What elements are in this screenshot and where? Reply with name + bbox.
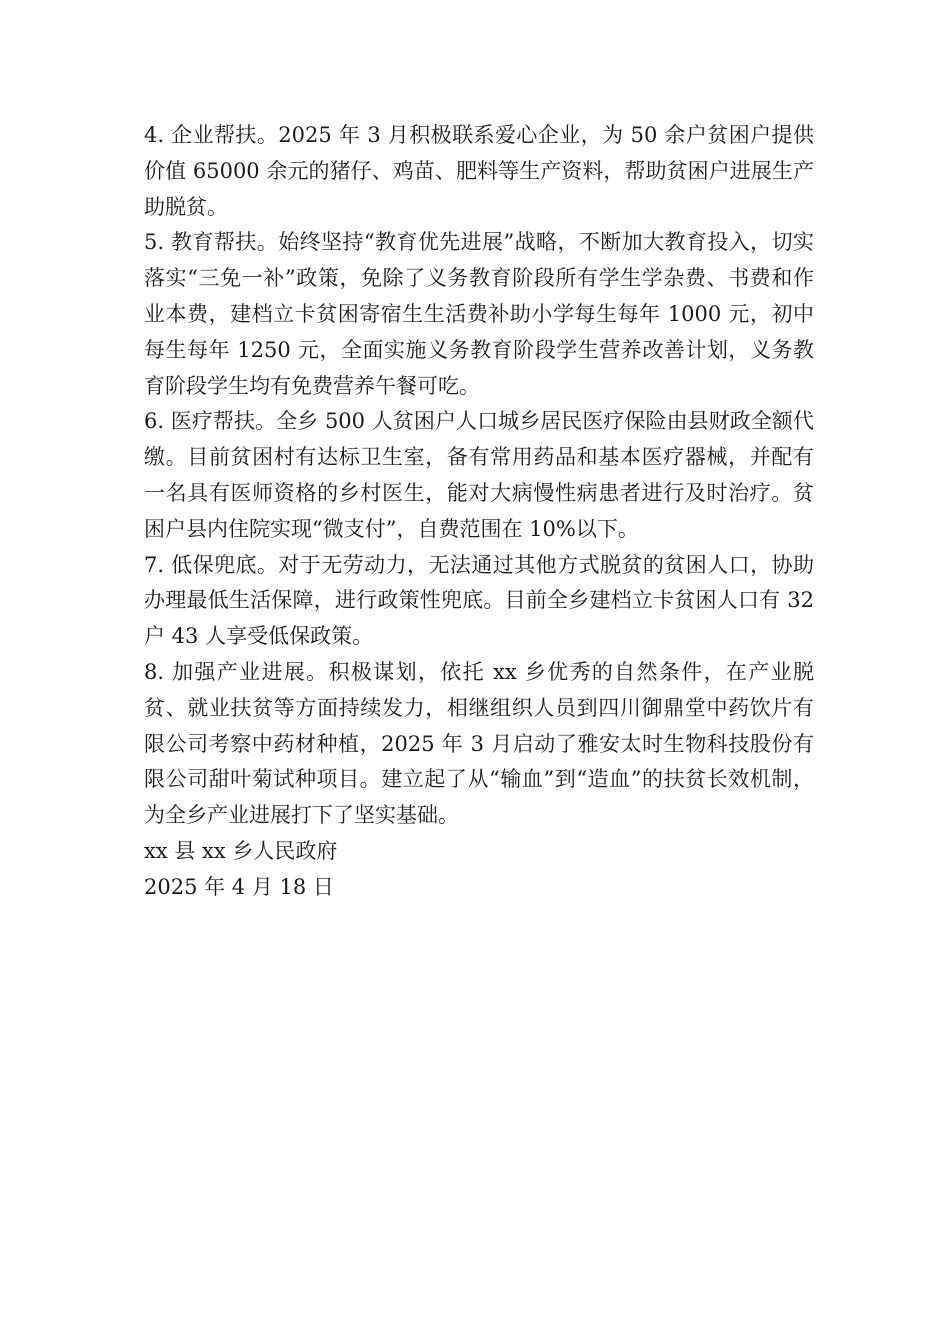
paragraph-subsistence-guarantee: 7. 低保兜底。对于无劳动力，无法通过其他方式脱贫的贫困人口，协助办理最低生活保障，进行政策性兜底。目前全乡建档立卡贫困人口有 32 户 43 人享受低保政策。 xyxy=(144,552,814,649)
signature-date: 2025 年 4 月 18 日 xyxy=(144,874,334,899)
paragraph-industry-development: 8. 加强产业进展。积极谋划，依托 xx 乡优秀的自然条件，在产业脱贫、就业扶贫等方面持续发力，相继组织人员到四川御鼎堂中药饮片有限公司考察中药材种植，2025 年 3 月启动了雅安太时生物科技股份有限公司甜叶菊试种项目。建立起了从“输血”到“造血”的扶贫长效机制，为全乡产业进展打下了坚实基础。 xyxy=(144,659,814,828)
paragraph-medical-support: 6. 医疗帮扶。全乡 500 人贫困户人口城乡居民医疗保险由县财政全额代缴。目前贫困村有达标卫生室，备有常用药品和基本医疗器械，并配有一名具有医师资格的乡村医生，能对大病慢性病患者进行及时治疗。贫困户县内住院实现“微支付”，自费范围在 10%以下。 xyxy=(144,409,814,541)
paragraph-education-support: 5. 教育帮扶。始终坚持“教育优先进展”战略，不断加大教育投入，切实落实“三免一补”政策，免除了义务教育阶段所有学生学杂费、书费和作业本费，建档立卡贫困寄宿生生活费补助小学每生每年 1000 元，初中每生每年 1250 元，全面实施义务教育阶段学生营养改善计划，义务教育阶段学生均有免费营养午餐可吃。 xyxy=(144,230,814,398)
document-body xyxy=(144,118,814,906)
paragraph-enterprise-support: 4. 企业帮扶。2025 年 3 月积极联系爱心企业，为 50 余户贫困户提供价值 65000 余元的猪仔、鸡苗、肥料等生产资料，帮助贫困户进展生产助脱贫。 xyxy=(144,123,814,219)
signature-organization: xx 县 xx 乡人民政府 xyxy=(144,838,338,863)
